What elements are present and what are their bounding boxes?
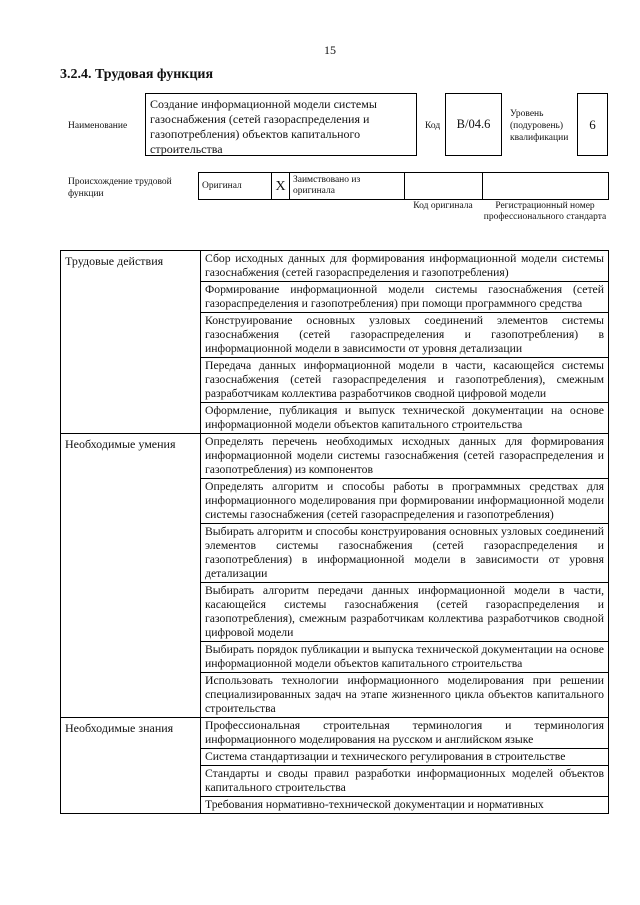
knowledge-item: Требования нормативно-технической документации и нормативных (201, 797, 609, 814)
origin-code-caption: Код оригинала (413, 201, 473, 211)
knowledge-item: Стандарты и своды правил разработки информационных моделей объектов капитального строительства (201, 766, 609, 797)
actions-label: Трудовые действия (61, 251, 201, 434)
origin-original: Оригинал (199, 173, 272, 200)
action-item: Передача данных информационной модели в части, касающейся системы газоснабжения (сетей газораспределения и газопотребления), смежным разработчикам коллектива разработчиков сводной цифровой модели (201, 358, 609, 403)
skills-label: Необходимые умения (61, 434, 201, 718)
table-row (61, 434, 609, 479)
action-item: Конструирование основных узловых соединений элементов системы газоснабжения (сетей газораспределения и газопотребления) в информационной модели в зависимости от уровня детализации (201, 313, 609, 358)
section-title: 3.2.4. Трудовая функция (60, 67, 214, 82)
page-number: 15 (324, 43, 336, 57)
origin-label: Происхождение трудовой функции (68, 177, 172, 199)
skill-item: Использовать технологии информационного моделирования при решении специализированных задач на этапе жизненного цикла объектов капитального строительства (201, 673, 609, 718)
name-label: Наименование (68, 121, 128, 131)
origin-table (198, 172, 609, 200)
level-label: Уровень (подуровень) квалификации (510, 109, 569, 143)
knowledge-label: Необходимые знания (61, 718, 201, 814)
origin-reg-caption: Регистрационный номер профессионального стандарта (483, 201, 607, 222)
action-item: Оформление, публикация и выпуск технической документации на основе информационной модели объектов капитального строительства (201, 403, 609, 434)
table-row (61, 718, 609, 749)
origin-original-mark: X (272, 173, 290, 200)
labor-function-table (60, 250, 609, 814)
origin-borrowed: Заимствовано из оригинала (290, 173, 405, 200)
action-item: Сбор исходных данных для формирования информационной модели системы газоснабжения (сетей газораспределения и газопотребления) (201, 251, 609, 282)
function-name: Создание информационной модели системы газоснабжения (сетей газораспределения и газопотребления) объектов капитального строительства (145, 93, 417, 156)
action-item: Формирование информационной модели системы газоснабжения (сетей газораспределения и газопотребления) при помощи программного средства (201, 282, 609, 313)
origin-code-cell (405, 173, 483, 200)
table-row (61, 251, 609, 282)
skill-item: Определять алгоритм и способы работы в программных средствах для информационного моделирования при формировании информационной модели системы газоснабжения (сетей газораспределения и газопотребления) (201, 479, 609, 524)
knowledge-item: Система стандартизации и технического регулирования в строительстве (201, 749, 609, 766)
origin-reg-cell (483, 173, 609, 200)
knowledge-item: Профессиональная строительная терминология и терминология информационного моделирования на русском и английском языке (201, 718, 609, 749)
skill-item: Выбирать алгоритм передачи данных информационной модели в части, касающейся системы газоснабжения (сетей газораспределения и газопотребления), смежным разработчикам коллектива разработчиков сводной цифровой модели (201, 583, 609, 642)
skill-item: Выбирать порядок публикации и выпуска технической документации на основе информационной модели объектов капитального строительства (201, 642, 609, 673)
code-label: Код (425, 121, 441, 131)
qualification-level: 6 (577, 93, 608, 156)
skill-item: Определять перечень необходимых исходных данных для формирования информационной модели системы газоснабжения (сетей газораспределения и газопотребления) из компонентов (201, 434, 609, 479)
function-code: B/04.6 (445, 93, 502, 156)
skill-item: Выбирать алгоритм и способы конструирования основных узловых соединений элементов системы газоснабжения (сетей газораспределения и газопотребления) в информационной модели в зависимости от уровня детализации (201, 524, 609, 583)
